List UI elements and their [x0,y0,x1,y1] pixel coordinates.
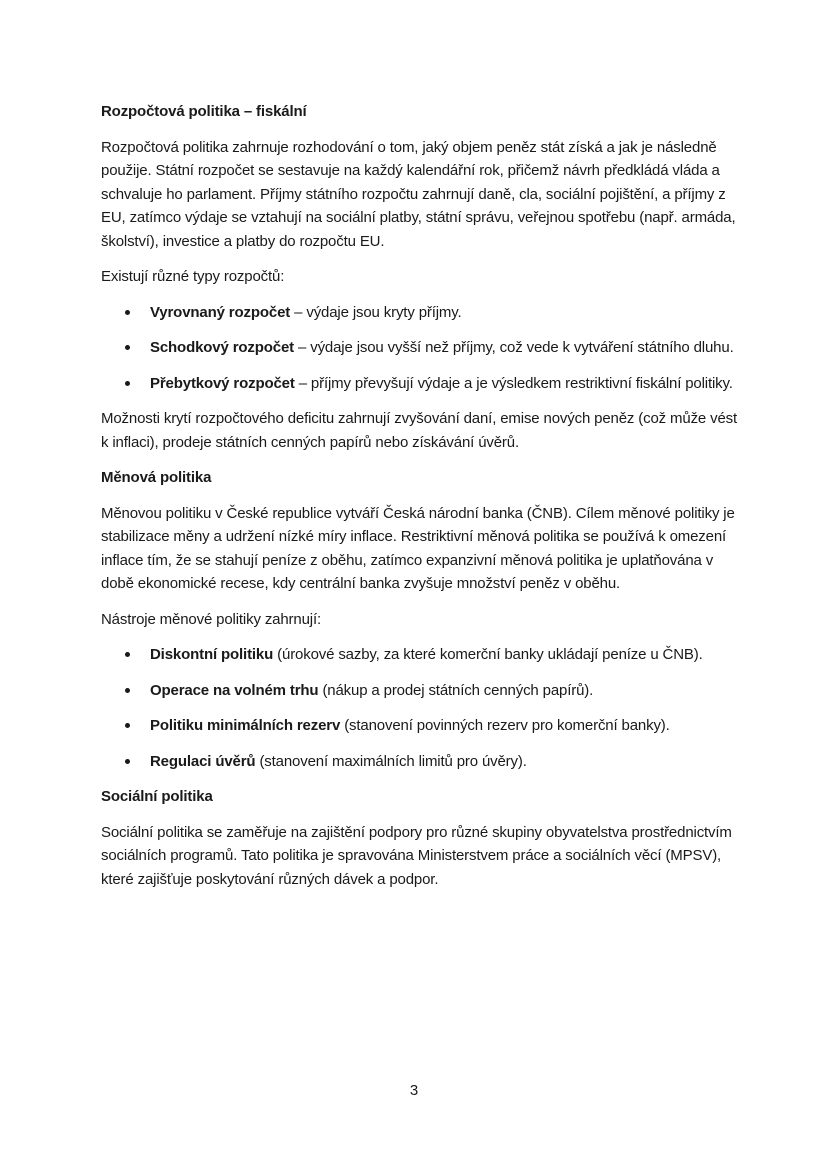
section-monetary-policy [101,466,741,773]
list-item [101,372,741,396]
list-item-term: Regulaci úvěrů [150,752,256,770]
bullet-icon [125,652,130,657]
list-item-term: Přebytkový rozpočet [150,374,295,392]
bullet-icon [125,310,130,315]
list-item-term: Vyrovnaný rozpočet [150,303,291,321]
list-item-term: Politiku minimálních rezerv [150,717,341,734]
bullet-icon [125,688,130,693]
bullet-icon [125,345,130,350]
list-item [101,679,741,703]
bullet-icon [125,759,130,764]
list-item-desc: (úrokové sazby, za které komerční banky ukládají peníze u ČNB). [273,646,703,663]
list-item-term: Schodkový rozpočet [150,339,294,356]
list-item-term: Operace na volném trhu [150,681,319,699]
list-item-desc: – výdaje jsou kryty příjmy. [290,303,462,321]
bullet-icon [125,381,130,386]
list-item-desc: (stanovení povinných rezerv pro komerční banky). [340,717,670,734]
section-heading: Měnová politika [101,469,212,486]
section-heading: Sociální politika [101,788,213,805]
paragraph: Rozpočtová politika zahrnuje rozhodování o tom, jaký objem peněz stát získá a jak je následně použije. Státní rozpočet se sestavuje na každý kalendářní rok, přičemž návrh předkládá vláda a schvaluje ho parlament. Příjmy státního rozpočtu zahrnují daně, cla, sociální pojištění, a příjmy z EU, zatímco výdaje se vztahují na sociální platby, státní správu, veřejnou spotřebu (např. armáda, školství), investice a platby do rozpočtu EU. [101,138,736,250]
monetary-tools-list [101,643,741,773]
paragraph: Měnovou politiku v České republice vytváří Česká národní banka (ČNB). Cílem měnové politiky je stabilizace měny a udržení nízké míry inflace. Restriktivní měnová politika se používá k omezení inflace tím, že se stahují peníze z oběhu, zatímco expanzivní měnová politika je uplatňována v době ekonomické recese, kdy centrální banka zvyšuje množství peněz v oběhu. [101,504,735,592]
paragraph: Možnosti krytí rozpočtového deficitu zahrnují zvyšování daní, emise nových peněz (což může vést k inflaci), prodeje státních cenných papírů nebo získávání úvěrů. [101,410,738,451]
bullet-icon [125,723,130,728]
list-item [101,750,741,774]
list-item-term: Diskontní politiku [150,646,274,663]
budget-types-list [101,301,741,396]
list-item [101,643,741,667]
section-fiscal-policy [101,100,741,454]
list-item-desc: – výdaje jsou vyšší než příjmy, což vede k vytváření státního dluhu. [294,339,734,356]
list-item [101,336,741,360]
document-page [101,100,741,903]
list-item [101,301,741,325]
list-item-desc: – příjmy převyšují výdaje a je výsledkem restriktivní fiskální politiky. [294,374,733,392]
paragraph: Sociální politika se zaměřuje na zajištění podpory pro různé skupiny obyvatelstva prostřednictvím sociálních programů. Tato politika je spravována Ministerstvem práce a sociálních věcí (MPSV), které zajišťuje poskytování různých dávek a podpor. [101,823,732,888]
list-item [101,714,741,738]
page-number: 3 [409,1082,419,1099]
paragraph: Nástroje měnové politiky zahrnují: [101,610,322,628]
list-item-desc: (nákup a prodej státních cenných papírů). [318,681,594,699]
section-social-policy [101,785,741,891]
list-item-desc: (stanovení maximálních limitů pro úvěry). [255,752,527,770]
paragraph: Existují různé typy rozpočtů: [101,268,285,285]
section-heading: Rozpočtová politika – fiskální [101,103,307,120]
